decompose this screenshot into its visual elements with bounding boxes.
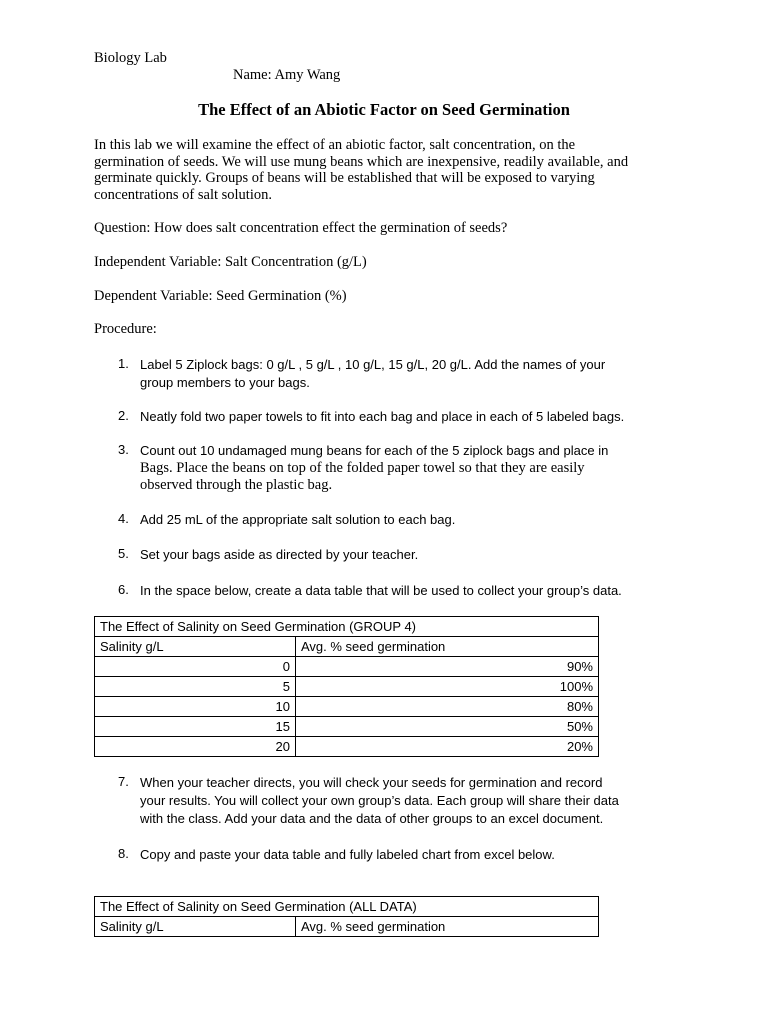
step-line: with the class. Add your data and the data of other groups to an excel document. (140, 811, 604, 826)
step-number: 2. (118, 408, 129, 423)
salinity-cell: 20 (95, 737, 296, 757)
step-line: Set your bags aside as directed by your teacher. (140, 547, 419, 562)
germination-cell: 100% (296, 677, 599, 697)
step-line: In the space below, create a data table that will be used to collect your group’s data. (140, 583, 622, 598)
course-label: Biology Lab (94, 50, 167, 66)
all-data-table (94, 896, 599, 937)
step-line: When your teacher directs, you will check your seeds for germination and record (140, 775, 603, 790)
column-header-germination: Avg. % seed germination (296, 637, 599, 657)
step-number: 1. (118, 356, 129, 371)
intro-line: concentrations of salt solution. (94, 186, 272, 203)
table-header-row (95, 637, 599, 657)
salinity-cell: 0 (95, 657, 296, 677)
column-header-salinity: Salinity g/L (95, 917, 296, 937)
step-line: Add 25 mL of the appropriate salt solution to each bag. (140, 512, 456, 527)
table-row (95, 657, 599, 677)
document-title: The Effect of an Abiotic Factor on Seed Germination (198, 100, 570, 119)
question-text: Question: How does salt concentration effect the germination of seeds? (94, 220, 508, 236)
group-data-table (94, 616, 599, 757)
independent-variable: Independent Variable: Salt Concentration (g/L) (94, 254, 367, 270)
intro-line: In this lab we will examine the effect of an abiotic factor, salt concentration, on the (94, 137, 576, 153)
step-number: 7. (118, 774, 129, 789)
table-row (95, 737, 599, 757)
step-line: Bags. Place the beans on top of the folded paper towel so that they are easily (140, 460, 585, 476)
step-line: Label 5 Ziplock bags: 0 g/L , 5 g/L , 10 g/L, 15 g/L, 20 g/L. Add the names of your (140, 357, 606, 372)
table-caption-row (95, 617, 599, 637)
salinity-cell: 10 (95, 697, 296, 717)
student-name: Name: Amy Wang (233, 67, 341, 83)
salinity-cell: 15 (95, 717, 296, 737)
intro-line: germination of seeds. We will use mung beans which are inexpensive, readily available, and (94, 153, 629, 170)
table-row (95, 717, 599, 737)
table-row (95, 677, 599, 697)
table-caption: The Effect of Salinity on Seed Germination (GROUP 4) (95, 617, 599, 637)
step-number: 6. (118, 582, 129, 597)
step-number: 8. (118, 846, 129, 861)
table-row (95, 697, 599, 717)
column-header-germination: Avg. % seed germination (296, 917, 599, 937)
germination-cell: 20% (296, 737, 599, 757)
intro-paragraph (94, 137, 684, 203)
step-number: 3. (118, 442, 129, 457)
table-caption-row (95, 897, 599, 917)
intro-line: germinate quickly. Groups of beans will be established that will be exposed to varying (94, 170, 595, 186)
step-line: Count out 10 undamaged mung beans for each of the 5 ziplock bags and place in (140, 443, 609, 458)
dependent-variable: Dependent Variable: Seed Germination (%) (94, 288, 347, 304)
table-header-row (95, 917, 599, 937)
step-line: observed through the plastic bag. (140, 477, 333, 493)
procedure-label: Procedure: (94, 321, 157, 337)
step-number: 4. (118, 511, 129, 526)
germination-cell: 50% (296, 717, 599, 737)
salinity-cell: 5 (95, 677, 296, 697)
table-caption: The Effect of Salinity on Seed Germination (ALL DATA) (95, 897, 599, 917)
germination-cell: 80% (296, 697, 599, 717)
step-number: 5. (118, 546, 129, 561)
step-line: your results. You will collect your own group’s data. Each group will share their data (140, 793, 619, 808)
column-header-salinity: Salinity g/L (95, 637, 296, 657)
step-line: Neatly fold two paper towels to fit into each bag and place in each of 5 labeled bags. (140, 409, 625, 424)
germination-cell: 90% (296, 657, 599, 677)
step-line: Copy and paste your data table and fully labeled chart from excel below. (140, 847, 555, 862)
step-line: group members to your bags. (140, 375, 310, 390)
